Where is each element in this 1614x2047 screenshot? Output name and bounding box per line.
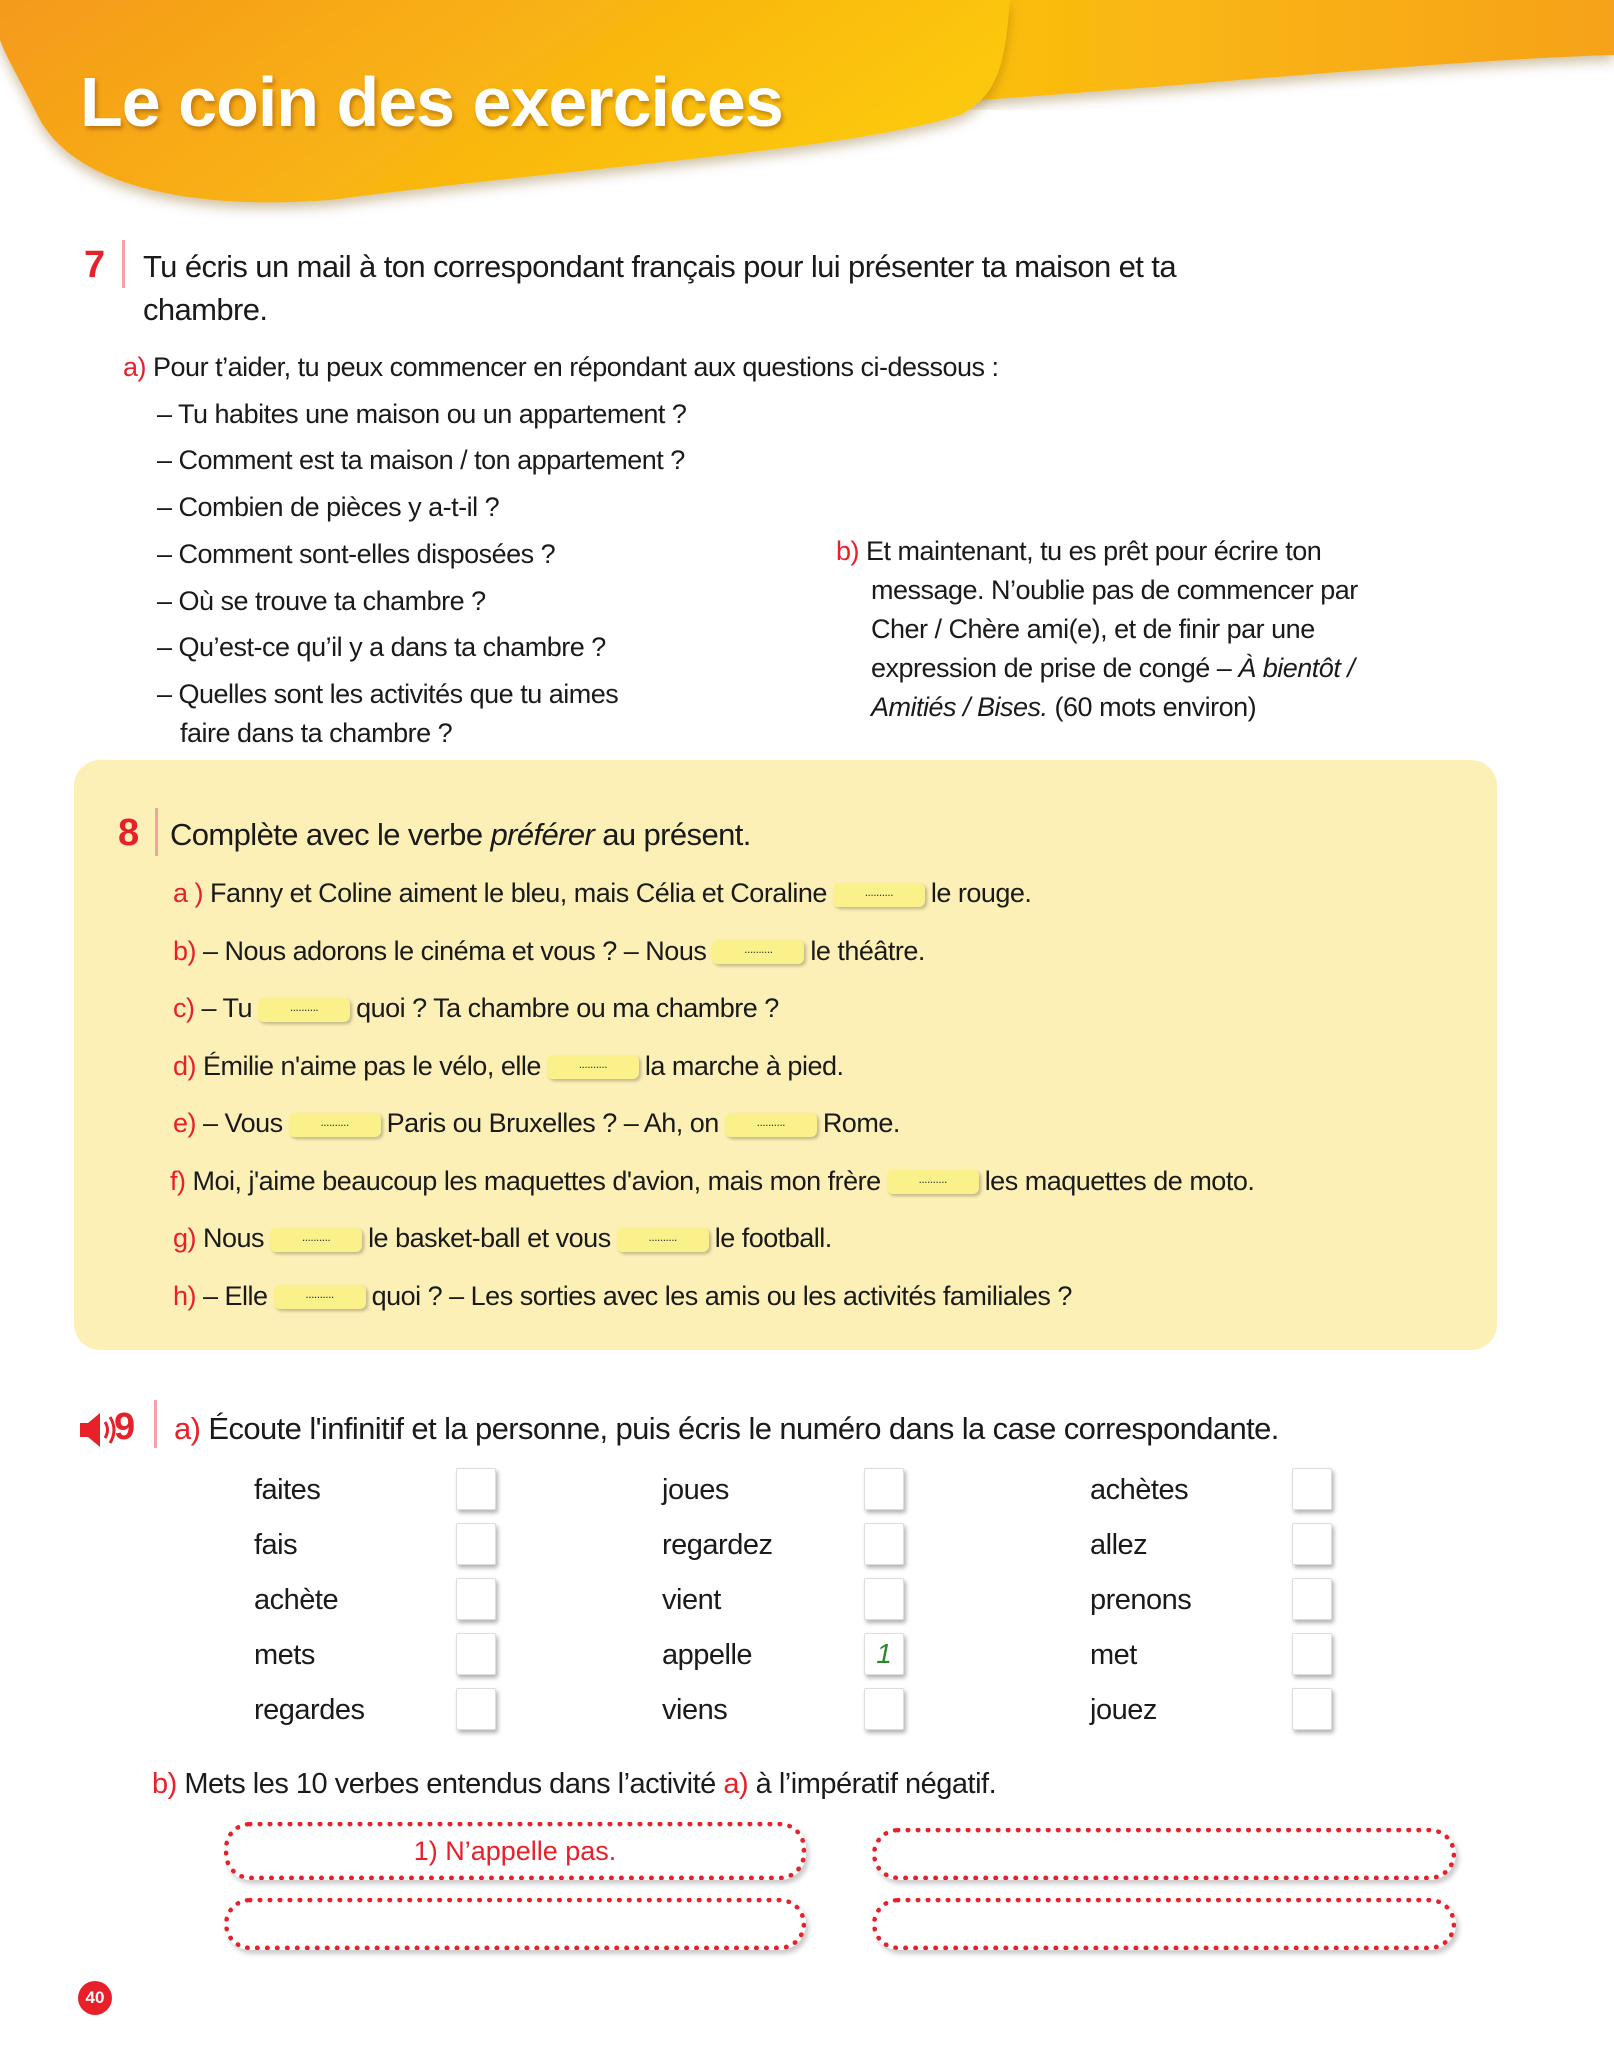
item-text: la marche à pied. — [644, 1050, 844, 1081]
part-label: a) — [123, 352, 147, 382]
verb-word: achètes — [1090, 1474, 1189, 1506]
blank-input[interactable]: .......... — [887, 1170, 979, 1194]
number-box[interactable] — [1292, 1523, 1332, 1565]
item-text: quoi ? – Les sorties avec les amis ou les activités familiales ? — [371, 1280, 1072, 1311]
part-text: Mets les 10 verbes entendus dans l’activité — [184, 1768, 724, 1800]
verb-word: jouez — [1090, 1694, 1157, 1726]
page-number: 40 — [78, 1981, 112, 2015]
number-box[interactable] — [1292, 1578, 1332, 1620]
item-text: Moi, j'aime beaucoup les maquettes d'avion, mais mon frère — [192, 1165, 881, 1196]
exercise-8-item — [173, 993, 779, 1024]
item-label: a ) — [173, 878, 204, 908]
page-title: Le coin des exercices — [80, 63, 783, 141]
item-text: Émilie n'aime pas le vélo, elle — [203, 1050, 541, 1081]
item-text: les maquettes de moto. — [984, 1165, 1255, 1196]
word-count: (60 mots environ) — [1047, 692, 1257, 722]
exercise-9a — [174, 1411, 1279, 1447]
question-item: – Comment est ta maison / ton appartement ? — [157, 445, 685, 475]
number-box[interactable] — [456, 1688, 496, 1730]
part-reference: a) — [723, 1768, 749, 1800]
blank-input[interactable]: .......... — [289, 1113, 381, 1137]
number-box[interactable]: 1 — [864, 1633, 904, 1675]
item-text: Paris ou Bruxelles ? – Ah, on — [386, 1108, 719, 1138]
item-label: e) — [173, 1108, 197, 1138]
blank-input[interactable]: .......... — [617, 1228, 709, 1252]
instruction-text: au présent. — [594, 817, 751, 852]
exercise-9-number: 9 — [114, 1406, 136, 1448]
exercise-7-number: 7 — [84, 244, 106, 286]
verb-word: mets — [254, 1639, 315, 1671]
question-item: – Qu’est-ce qu’il y a dans ta chambre ? — [157, 632, 606, 662]
number-box[interactable] — [864, 1468, 904, 1510]
part-text: expression de prise de congé – — [871, 653, 1239, 683]
item-label: g) — [173, 1223, 197, 1253]
item-text: – Tu — [201, 993, 253, 1023]
question-item: – Où se trouve ta chambre ? — [157, 586, 486, 616]
part-text: message. N’oublie pas de commencer par — [871, 575, 1358, 605]
question-item: – Comment sont-elles disposées ? — [157, 539, 556, 569]
verb-word: viens — [662, 1694, 728, 1726]
verb-word: regardez — [662, 1529, 773, 1561]
exercise-7a — [123, 352, 999, 383]
blank-input[interactable]: .......... — [712, 940, 804, 964]
exercise-7-instruction: Tu écris un mail à ton correspondant français pour lui présenter ta maison et ta — [143, 249, 1176, 284]
part-text — [871, 692, 1256, 723]
instruction-text: Complète avec le verbe — [170, 817, 491, 852]
verb-word: met — [1090, 1639, 1137, 1671]
closing-expressions: À bientôt / — [1238, 653, 1355, 683]
verb-word: regardes — [254, 1694, 365, 1726]
part-label: a) — [174, 1411, 201, 1446]
number-box[interactable] — [864, 1523, 904, 1565]
number-box[interactable] — [456, 1633, 496, 1675]
number-box[interactable] — [456, 1468, 496, 1510]
verb-word: prenons — [1090, 1584, 1192, 1616]
item-label: c) — [173, 993, 195, 1023]
number-box[interactable] — [864, 1578, 904, 1620]
number-box[interactable] — [456, 1578, 496, 1620]
item-text: – Vous — [203, 1108, 283, 1138]
verb-word: achète — [254, 1584, 339, 1616]
answer-field-1[interactable]: 1) N’appelle pas. — [224, 1822, 806, 1880]
exercise-8-instruction — [170, 817, 751, 853]
item-text: le basket-ball et vous — [368, 1223, 611, 1253]
blank-input[interactable]: .......... — [258, 998, 350, 1022]
exercise-8-number: 8 — [118, 812, 140, 854]
item-text: le football. — [714, 1223, 832, 1253]
verb-word: fais — [254, 1529, 298, 1561]
blank-input[interactable]: .......... — [547, 1055, 639, 1079]
blank-input[interactable]: .......... — [725, 1113, 817, 1137]
exercise-7-instruction-cont: chambre. — [143, 292, 268, 327]
verb-word: allez — [1090, 1529, 1148, 1561]
exercise-divider — [155, 808, 158, 856]
exercise-8-item — [173, 936, 925, 967]
item-label: b) — [173, 935, 197, 966]
exercise-8-item — [173, 878, 1031, 909]
question-item: – Tu habites une maison ou un appartement ? — [157, 399, 687, 429]
part-text — [871, 653, 1354, 684]
part-text: Pour t’aider, tu peux commencer en répondant aux questions ci-dessous : — [153, 352, 999, 382]
part-text: Cher / Chère ami(e), et de finir par une — [871, 614, 1315, 644]
answer-field-2[interactable] — [872, 1828, 1456, 1880]
question-item-cont: faire dans ta chambre ? — [180, 718, 453, 748]
item-text: le théâtre. — [810, 935, 925, 966]
exercise-divider — [122, 240, 125, 288]
item-text: Nous — [203, 1223, 265, 1253]
item-text: Rome. — [822, 1108, 900, 1138]
number-box[interactable] — [864, 1688, 904, 1730]
part-text: Et maintenant, tu es prêt pour écrire ton — [866, 536, 1322, 566]
exercise-8-item — [173, 1223, 832, 1254]
item-text: – Nous adorons le cinéma et vous ? – Nous — [203, 935, 707, 966]
item-text: Fanny et Coline aiment le bleu, mais Célia et Coraline — [210, 878, 827, 908]
item-text: quoi ? Ta chambre ou ma chambre ? — [356, 993, 779, 1023]
blank-input[interactable]: .......... — [270, 1228, 362, 1252]
closing-expressions: Amitiés / Bises. — [871, 692, 1048, 722]
part-label: b) — [152, 1768, 177, 1800]
question-item: – Quelles sont les activités que tu aimes — [157, 679, 619, 709]
part-label: b) — [836, 536, 860, 566]
exercise-8-item — [170, 1166, 1254, 1197]
exercise-divider — [154, 1400, 157, 1448]
answer-field-4[interactable] — [872, 1898, 1456, 1950]
blank-input[interactable]: .......... — [833, 883, 925, 907]
number-box[interactable] — [1292, 1688, 1332, 1730]
exercise-8-item — [173, 1281, 1072, 1312]
exercise-8-item — [173, 1108, 900, 1139]
number-box[interactable] — [456, 1523, 496, 1565]
exercise-7b — [836, 536, 1321, 567]
item-text: le rouge. — [930, 878, 1032, 908]
verb-word: joues — [662, 1474, 729, 1506]
item-label: h) — [173, 1280, 197, 1311]
answer-field-3[interactable] — [224, 1898, 806, 1950]
exercise-9b — [152, 1768, 996, 1801]
part-text: à l’impératif négatif. — [748, 1768, 997, 1800]
item-label: f) — [170, 1165, 186, 1196]
verb: préférer — [490, 817, 595, 852]
blank-input[interactable]: .......... — [274, 1285, 366, 1309]
number-box[interactable] — [1292, 1468, 1332, 1510]
verb-word: faites — [254, 1474, 321, 1506]
part-text: Écoute l'infinitif et la personne, puis écris le numéro dans la case correspondante. — [208, 1411, 1279, 1446]
question-item: – Combien de pièces y a-t-il ? — [157, 492, 500, 522]
item-label: d) — [173, 1050, 197, 1081]
exercise-8-item — [173, 1051, 843, 1082]
number-box[interactable] — [1292, 1633, 1332, 1675]
verb-word: appelle — [662, 1639, 753, 1671]
item-text: – Elle — [203, 1280, 268, 1311]
verb-word: vient — [662, 1584, 721, 1616]
